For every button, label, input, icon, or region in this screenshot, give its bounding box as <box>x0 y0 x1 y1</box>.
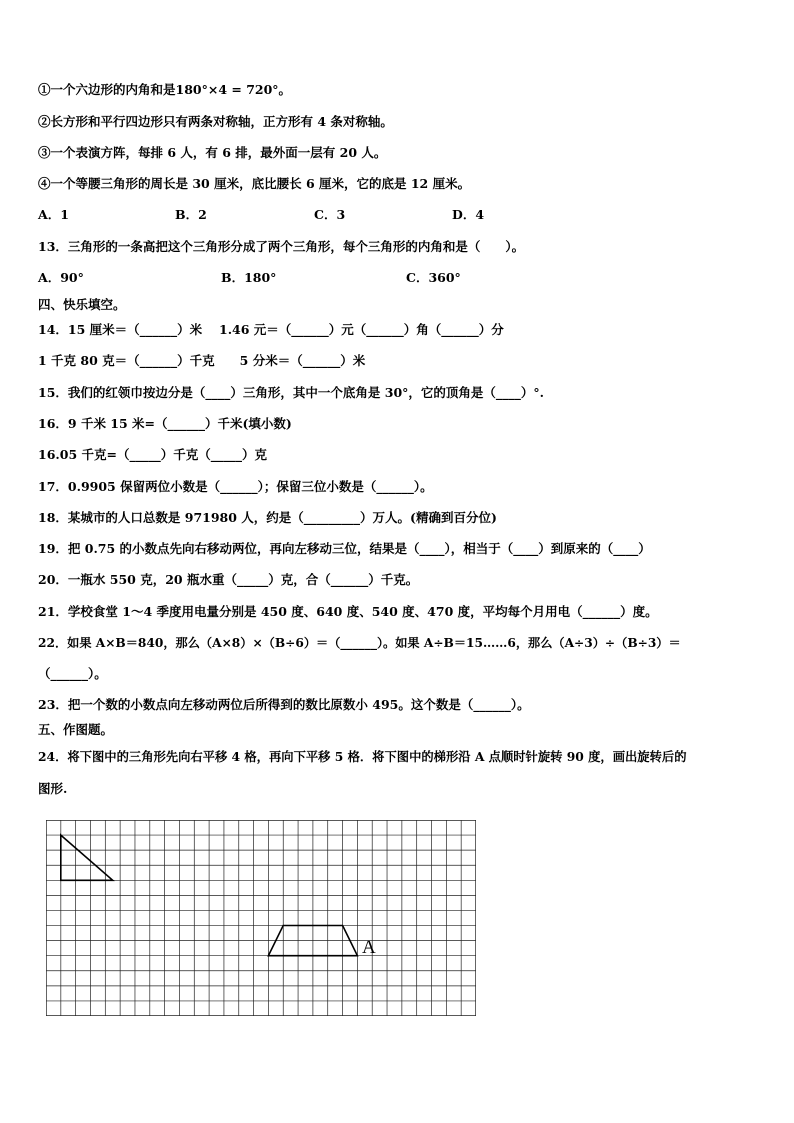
q12-option-d: D．4 <box>452 207 485 222</box>
grid-figure <box>46 820 476 1016</box>
section-4-title: 四、快乐填空。 <box>38 297 126 312</box>
q19-line: 19．把 0.75 的小数点先向右移动两位，再向左移动三位，结果是（____），相当于（____）到原来的（____） <box>38 541 651 556</box>
q12-option-a: A．1 <box>38 207 69 222</box>
grid-drawing <box>46 820 476 1016</box>
q12-option-b: B．2 <box>175 207 207 222</box>
triangle-shape <box>61 835 113 880</box>
q21-line: 21．学校食堂 1～4 季度用电量分别是 450 度、640 度、540 度、470 度，平均每个月用电（______）度。 <box>38 604 658 619</box>
q13-option-b: B．180° <box>221 270 277 285</box>
grid-lines <box>46 820 476 1016</box>
q14-line-1: 14．15 厘米＝（______）米 1.46 元＝（______）元（______）角（______）分 <box>38 322 504 337</box>
q14-line-2: 1 千克 80 克＝（______）千克 5 分米＝（______）米 <box>38 353 366 368</box>
q13-option-c: C．360° <box>406 270 461 285</box>
q15-line: 15．我们的红领巾按边分是（____）三角形，其中一个底角是 30°，它的顶角是（____）°. <box>38 385 544 400</box>
q20-line: 20．一瓶水 550 克，20 瓶水重（_____）克，合（______）千克。 <box>38 572 419 587</box>
q22-line-2: （______）。 <box>38 666 107 681</box>
q22-line-1: 22．如果 A×B＝840，那么（A×8）×（B÷6）＝（______）。如果 A÷B＝15……6，那么（A÷3）÷（B÷3）＝ <box>38 636 681 650</box>
q12-option-c: C．3 <box>314 207 346 222</box>
q13-text: 13．三角形的一条高把这个三角形分成了两个三角形，每个三角形的内角和是（ ）。 <box>38 239 525 254</box>
section-5-title: 五、作图题。 <box>38 722 114 737</box>
statement-1: ①一个六边形的内角和是180°×4 = 720°。 <box>38 82 292 97</box>
point-a-label: A <box>362 937 376 958</box>
statement-2: ②长方形和平行四边形只有两条对称轴，正方形有 4 条对称轴。 <box>38 114 393 129</box>
q16-line-1: 16．9 千米 15 米=（______）千米(填小数) <box>38 416 292 431</box>
q24-line-1: 24．将下图中的三角形先向右平移 4 格，再向下平移 5 格．将下图中的梯形沿 A 点顺时针旋转 90 度，画出旋转后的 <box>38 749 687 764</box>
q23-line: 23．把一个数的小数点向左移动两位后所得到的数比原数小 495。这个数是（______）。 <box>38 697 530 712</box>
q16-line-2: 16.05 千克=（_____）千克（_____）克 <box>38 447 267 462</box>
q13-option-a: A．90° <box>38 270 84 285</box>
statement-3: ③一个表演方阵，每排 6 人，有 6 排，最外面一层有 20 人。 <box>38 145 387 160</box>
q17-line: 17．0.9905 保留两位小数是（______）；保留三位小数是（______）。 <box>38 479 433 494</box>
q24-line-2: 图形. <box>38 781 68 796</box>
q18-line: 18．某城市的人口总数是 971980 人，约是（_________）万人。(精确到百分位) <box>38 510 497 525</box>
statement-4: ④一个等腰三角形的周长是 30 厘米，底比腰长 6 厘米，它的底是 12 厘米。 <box>38 176 471 191</box>
